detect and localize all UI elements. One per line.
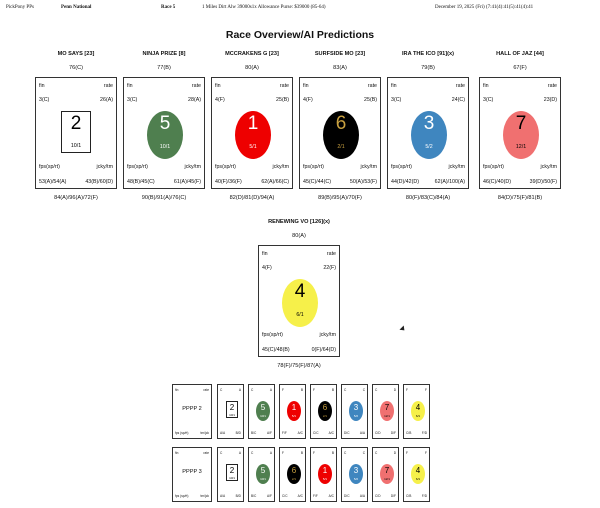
jcky-label: jcky/tm [272,164,289,170]
fps-grade: A/A [220,431,226,435]
fin-label: fin [175,388,179,392]
horse-3-speed-figures: 89(B)/95(A)/70(F) [318,195,362,201]
fps-grade: D/C [344,494,350,498]
jcky-value: 0(F)/64(D) [311,347,336,353]
program-number: 4 [294,281,306,302]
fin-grade: C [375,388,378,392]
fps-value: 44(D)/42(D) [391,179,419,185]
fin-grade: F [282,388,284,392]
rate-label: rate [103,83,113,89]
race-conditions: 1 Miles Dirt Alw 39000s1x Allowance Purse: $39000 (85-64) [202,5,326,10]
program-number: 6 [322,403,328,412]
rate-grade: A [269,388,272,392]
fps-label: fps(sp/rt) [39,164,60,170]
rate-grade: A [238,388,241,392]
rate-grade: B [331,451,334,455]
morning-line-odds: 5/1 [322,477,328,481]
jcky-grade: F/D [421,494,427,498]
mini-horse-card[interactable] [248,384,275,439]
saddle-cloth [411,464,425,484]
fin-grade: C [344,451,347,455]
program-number: 4 [415,466,421,475]
fps-label: fps(sp/rt) [127,164,148,170]
jcky-label: jcky/tm [184,164,201,170]
horse-4-rating: 79(B) [421,65,435,71]
fps-label: fps(sp/rt) [215,164,236,170]
morning-line-odds: 10/1 [159,144,171,150]
fin-grade: C [344,388,347,392]
morning-line-odds: 2/1 [337,144,345,150]
rate-grade: F [425,388,427,392]
rate-value: 22(F) [323,265,336,271]
program-number: 2 [70,113,82,134]
featured-rating: 80(A) [292,233,306,239]
jcky-label: jcky/tm [360,164,377,170]
mini-horse-card[interactable] [279,447,306,502]
saddle-cloth [380,464,394,484]
fin-value: 3(C) [391,97,402,103]
fps-value: 45(C)/48(B) [262,347,290,353]
mini-horse-card[interactable] [341,384,368,439]
mini-horse-card[interactable] [279,384,306,439]
horse-0-rating: 76(C) [69,65,83,71]
jcky-label: jcky/tm [96,164,113,170]
saddle-cloth [380,401,394,421]
horse-1-rating: 77(B) [157,65,171,71]
rate-value: 25(B) [364,97,377,103]
program-number: 3 [353,403,359,412]
fps-grade: C/D [375,431,381,435]
saddle-cloth [282,279,318,327]
fps-value: 45(C)/44(C) [303,179,331,185]
fin-label: fin [262,251,268,257]
jcky-grade: A/C [297,431,303,435]
jcky-value: 61(A)/45(F) [173,179,201,185]
fin-grade: F [406,451,408,455]
mini-horse-card[interactable] [372,384,399,439]
saddle-cloth [411,401,425,421]
mini-horse-card[interactable] [403,384,430,439]
jcky-label: jcky/tm [319,332,336,338]
horse-1-name: NINJA PRIZE [8] [142,51,186,57]
featured-speed-figures: 78(F)/75(F)/87(A) [277,363,321,369]
rate-grade: B [331,388,334,392]
featured-name: RENEWING VO [126](x) [268,219,330,225]
jcky-grade: D/F [390,431,396,435]
jcky-value: 62(A)/66(C) [261,179,289,185]
fps-label: fps(sp/rt) [262,332,283,338]
jcky-grade: A/A [359,431,365,435]
track-name: Penn National [61,5,92,10]
rate-grade: F [425,451,427,455]
morning-line-odds: 12/1 [515,144,527,150]
rate-grade: D [393,451,396,455]
fin-label: fin [127,83,133,89]
rate-value: 23(D) [543,97,557,103]
rate-label: rate [191,83,201,89]
horse-0-name: MO SAYS [23] [57,51,95,57]
fin-value: 4(F) [215,97,225,103]
fin-label: fin [391,83,397,89]
horse-5-name: HALL OF JAZ [44] [496,51,544,57]
saddle-cloth [226,464,238,481]
fps-grade: F/F [282,431,287,435]
morning-line-odds: 5/2 [353,477,359,481]
program-number: 5 [260,403,266,412]
fin-value: 3(C) [483,97,494,103]
mini-horse-card[interactable] [217,384,244,439]
fin-grade: F [282,451,284,455]
morning-line-odds: 5/1 [291,414,297,418]
rate-label: rate [203,451,209,455]
page-header [0,0,600,14]
fps-grade: C/B [406,494,412,498]
saddle-cloth [349,464,363,484]
jcky-value: 50(A)/53(F) [349,179,377,185]
pppp-label-card [172,384,212,439]
jcky-label: jcky/tm [540,164,557,170]
fps-label: fps(sp/rt) [483,164,504,170]
jcky-grade: A/F [267,431,272,435]
mini-horse-card[interactable] [403,447,430,502]
morning-line-odds: 12/1 [384,477,390,481]
rate-grade: A [238,451,241,455]
fin-value: 3(C) [39,97,50,103]
fin-value: 4(F) [303,97,313,103]
program-number: 3 [353,466,359,475]
program-number: 2 [229,466,235,475]
race-number: Race 5 [161,5,176,10]
saddle-cloth [411,111,447,159]
program-number: 6 [291,466,297,475]
fin-label: fin [39,83,45,89]
horse-5-card[interactable] [479,77,561,189]
mouse-cursor-icon [399,325,406,332]
page-title: Race Overview/AI Predictions [225,29,375,41]
fin-value: 4(F) [262,265,272,271]
rate-label: rate [455,83,465,89]
program-number: 3 [423,113,435,134]
program-number: 7 [384,466,390,475]
horse-4-card[interactable] [387,77,469,189]
fps-grade: C/D [375,494,381,498]
morning-line-odds: 2/1 [291,477,297,481]
horse-5-speed-figures: 84(D)/75(F)/81(B) [497,195,543,201]
mini-horse-card[interactable] [310,447,337,502]
saddle-cloth [318,401,332,421]
morning-line-odds: 10/1 [260,414,266,418]
fps-grade: C/C [313,431,319,435]
rate-value: 24(C) [451,97,465,103]
rate-value: 28(A) [188,97,201,103]
morning-line-odds: 5/2 [425,144,433,150]
rate-grade: A [269,451,272,455]
featured-card[interactable] [258,245,340,357]
morning-line-odds: 10/1 [229,413,235,417]
morning-line-odds: 12/1 [384,414,390,418]
fps-grade: A/A [220,494,226,498]
saddle-cloth [256,464,270,484]
saddle-cloth [503,111,539,159]
morning-line-odds: 5/2 [353,414,359,418]
morning-line-odds: 6/1 [296,312,304,318]
jcky-grade: B/D [235,431,241,435]
pppp-label-card [172,447,212,502]
site-name: PickPony PPs [6,5,34,10]
program-number: 1 [322,466,328,475]
pppp-title: PPPP 2 [182,406,202,412]
jcky-label: jcky/tm [448,164,465,170]
saddle-cloth [318,464,332,484]
fps-label: fps (sp/rt) [175,494,189,498]
rate-grade: C [362,388,365,392]
jcky-grade: D/F [390,494,396,498]
horse-2-speed-figures: 82(D)/81(D)/94(A) [229,195,275,201]
rate-label: rate [326,251,336,257]
program-number: 5 [159,113,171,134]
fin-grade: C [220,451,223,455]
fps-grade: C/C [282,494,288,498]
fps-grade: B/C [251,494,257,498]
program-number: 4 [415,403,421,412]
mini-horse-card[interactable] [310,384,337,439]
rate-label: rate [279,83,289,89]
fin-grade: F [313,451,315,455]
mini-horse-card[interactable] [341,447,368,502]
morning-line-odds: 5/1 [249,144,257,150]
jcky-grade: A/A [359,494,365,498]
jcky-grade: A/C [297,494,303,498]
jcky-label: trn/jck [200,494,209,498]
morning-line-odds: 6/1 [415,477,421,481]
fps-label: fps(sp/rt) [303,164,324,170]
morning-line-odds: 10/1 [70,143,82,149]
saddle-cloth [147,111,183,159]
rate-grade: C [362,451,365,455]
fin-grade: F [313,388,315,392]
jcky-value: 62(A)/100(A) [434,179,465,185]
fin-label: fin [215,83,221,89]
jcky-grade: A/F [267,494,272,498]
saddle-cloth [235,111,271,159]
saddle-cloth [349,401,363,421]
program-number: 7 [384,403,390,412]
jcky-grade: A/C [328,494,334,498]
fps-grade: D/C [344,431,350,435]
jcky-label: trn/jck [200,431,209,435]
saddle-cloth [256,401,270,421]
rate-value: 25(B) [276,97,289,103]
rate-label: rate [367,83,377,89]
fin-value: 3(C) [127,97,138,103]
saddle-cloth [61,111,91,153]
jcky-grade: A/C [328,431,334,435]
program-number: 1 [247,113,259,134]
horse-3-name: SURFSIDE MO [23] [314,51,366,57]
fin-grade: F [406,388,408,392]
mini-horse-card[interactable] [248,447,275,502]
pppp-title: PPPP 3 [182,469,202,475]
fin-label: fin [303,83,309,89]
fps-label: fps (sp/rt) [175,431,189,435]
fps-value: 53(A)/54(A) [39,179,67,185]
horse-4-speed-figures: 80(F)/83(C)/84(A) [405,195,451,201]
rate-grade: B [300,451,303,455]
saddle-cloth [287,464,301,484]
rate-label: rate [203,388,209,392]
program-number: 6 [335,113,347,134]
race-date: December 19, 2025 (Fri) (7:41(4):41(5):41(4):41 [435,5,534,10]
program-number: 1 [291,403,297,412]
horse-2-name: MCCRAKENS G [23] [225,51,279,57]
jcky-grade: F/D [421,431,427,435]
rate-grade: B [300,388,303,392]
mini-horse-card[interactable] [372,447,399,502]
fps-label: fps(sp/rt) [391,164,412,170]
program-number: 7 [515,113,527,134]
horse-1-speed-figures: 90(B)/91(A)/76(C) [141,195,187,201]
morning-line-odds: 10/1 [260,477,266,481]
fin-label: fin [175,451,179,455]
fin-grade: C [220,388,223,392]
fps-value: 48(B)/45(C) [127,179,155,185]
saddle-cloth [287,401,301,421]
fin-grade: C [251,388,254,392]
jcky-value: 43(B)/60(D) [85,179,113,185]
rate-label: rate [547,83,557,89]
horse-2-card[interactable] [211,77,293,189]
morning-line-odds: 2/1 [322,414,328,418]
saddle-cloth [323,111,359,159]
horse-0-card[interactable] [35,77,117,189]
fps-value: 40(F)/36(F) [215,179,242,185]
horse-3-card[interactable] [299,77,381,189]
horse-2-rating: 80(A) [245,65,259,71]
fps-grade: B/C [251,431,257,435]
horse-1-card[interactable] [123,77,205,189]
horse-0-speed-figures: 84(A)/96(A)/72(F) [54,195,98,201]
fps-grade: F/F [313,494,318,498]
rate-grade: D [393,388,396,392]
mini-horse-card[interactable] [217,447,244,502]
fps-value: 46(C)/40(D) [483,179,511,185]
fin-grade: C [375,451,378,455]
fps-grade: C/B [406,431,412,435]
program-number: 5 [260,466,266,475]
jcky-value: 39(D)/50(F) [529,179,557,185]
fin-grade: C [251,451,254,455]
saddle-cloth [226,401,238,418]
fin-label: fin [483,83,489,89]
horse-4-name: IRA THE ICO [91](x) [401,51,454,57]
jcky-grade: B/D [235,494,241,498]
horse-5-rating: 67(F) [513,65,527,71]
program-number: 2 [229,403,235,412]
horse-3-rating: 83(A) [333,65,347,71]
morning-line-odds: 10/1 [229,476,235,480]
morning-line-odds: 6/1 [415,414,421,418]
rate-value: 26(A) [100,97,113,103]
